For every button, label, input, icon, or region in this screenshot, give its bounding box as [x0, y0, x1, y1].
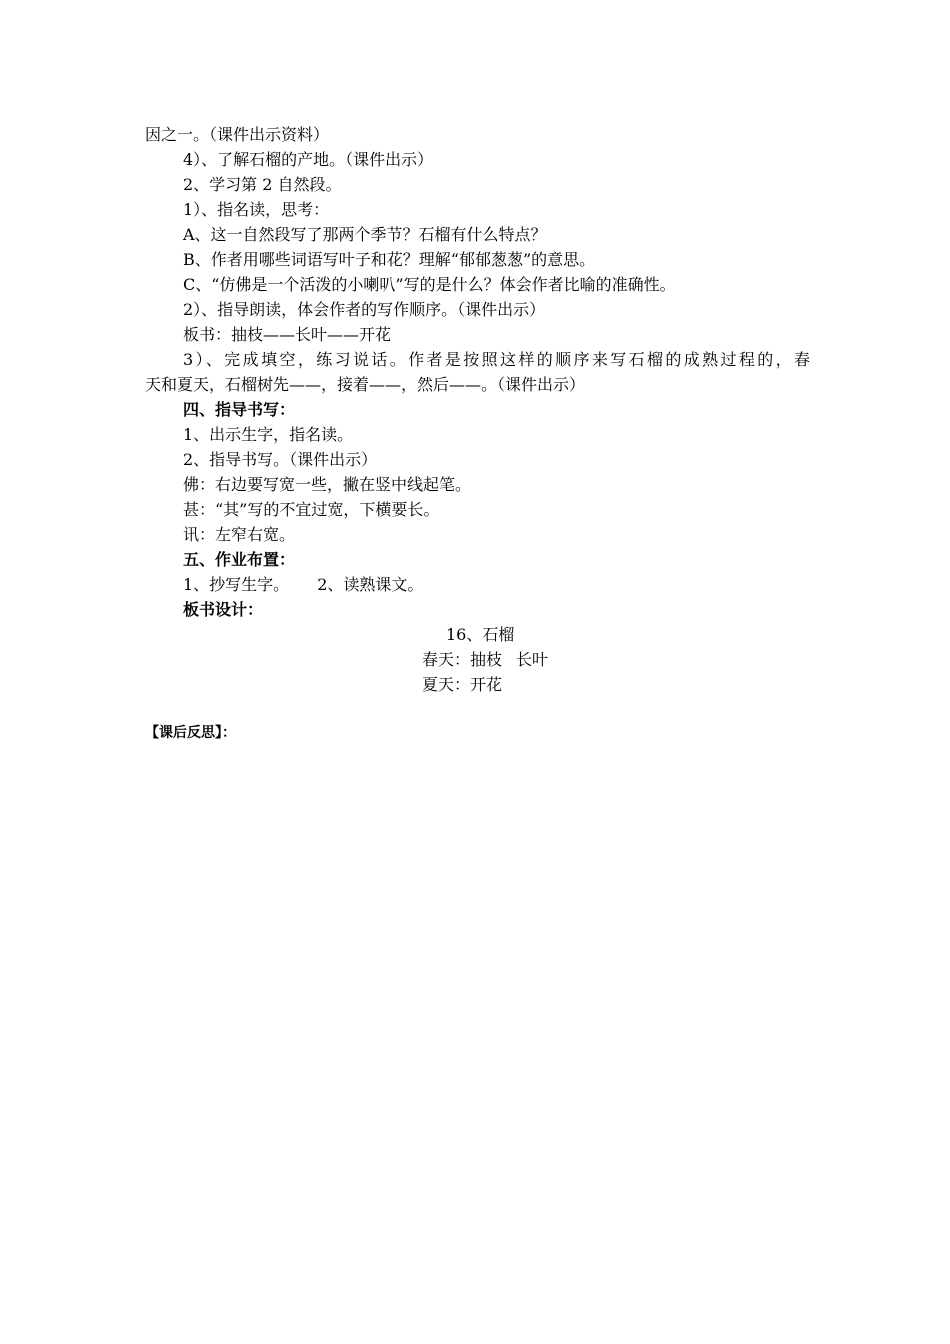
board-note: 板书：抽枝——长叶——开花 — [183, 325, 392, 344]
section-heading-writing: 四、指导书写： — [183, 400, 296, 419]
character-note-fo: 佛：右边要写宽一些，撇在竖中线起笔。 — [183, 475, 472, 494]
question-b: B、作者用哪些词语写叶子和花？理解“郁郁葱葱”的意思。 — [183, 250, 596, 269]
homework-line — [183, 572, 810, 597]
board-spring-line — [422, 647, 548, 672]
text-line-14: 2、指导书写。（课件出示） — [183, 450, 378, 469]
homework-item-1: 1、抄写生字。 — [183, 575, 290, 594]
board-summer-line: 夏天：开花 — [422, 675, 503, 694]
text-line-8: 2）、指导朗读，体会作者的写作顺序。（课件出示） — [183, 300, 546, 319]
text-line-3: 2、学习第 2 自然段。 — [183, 175, 342, 194]
fill-in-line-1: 3）、完成填空，练习说话。作者是按照这样的顺序来写石榴的成熟过程的，春 — [183, 350, 810, 369]
section-heading-homework: 五、作业布置： — [183, 550, 296, 569]
question-c: C、“仿佛是一个活泼的小喇叭”写的是什么？体会作者比喻的准确性。 — [183, 275, 676, 294]
character-note-shen: 甚：“其”写的不宜过宽，下横要长。 — [183, 500, 440, 519]
board-title: 16、石榴 — [446, 625, 515, 644]
reflection-heading: 【课后反思】： — [145, 725, 236, 741]
character-note-xun: 讯：左窄右宽。 — [183, 525, 296, 544]
text-line-1: 因之一。（课件出示资料） — [145, 125, 330, 144]
homework-item-2: 2、读熟课文。 — [317, 575, 424, 594]
text-line-2: 4）、了解石榴的产地。（课件出示） — [183, 150, 434, 169]
fill-in-line-2: 天和夏天，石榴树先——，接着——，然后——。（课件出示） — [145, 375, 586, 394]
board-spring-label: 春天：抽枝 — [422, 650, 503, 669]
text-line-4: 1）、指名读，思考： — [183, 200, 330, 219]
text-line-13: 1、出示生字，指名读。 — [183, 425, 354, 444]
board-design-heading: 板书设计： — [183, 600, 264, 619]
question-a: A、这一自然段写了那两个季节？石榴有什么特点？ — [183, 225, 547, 244]
board-spring-rest: 长叶 — [516, 650, 549, 669]
